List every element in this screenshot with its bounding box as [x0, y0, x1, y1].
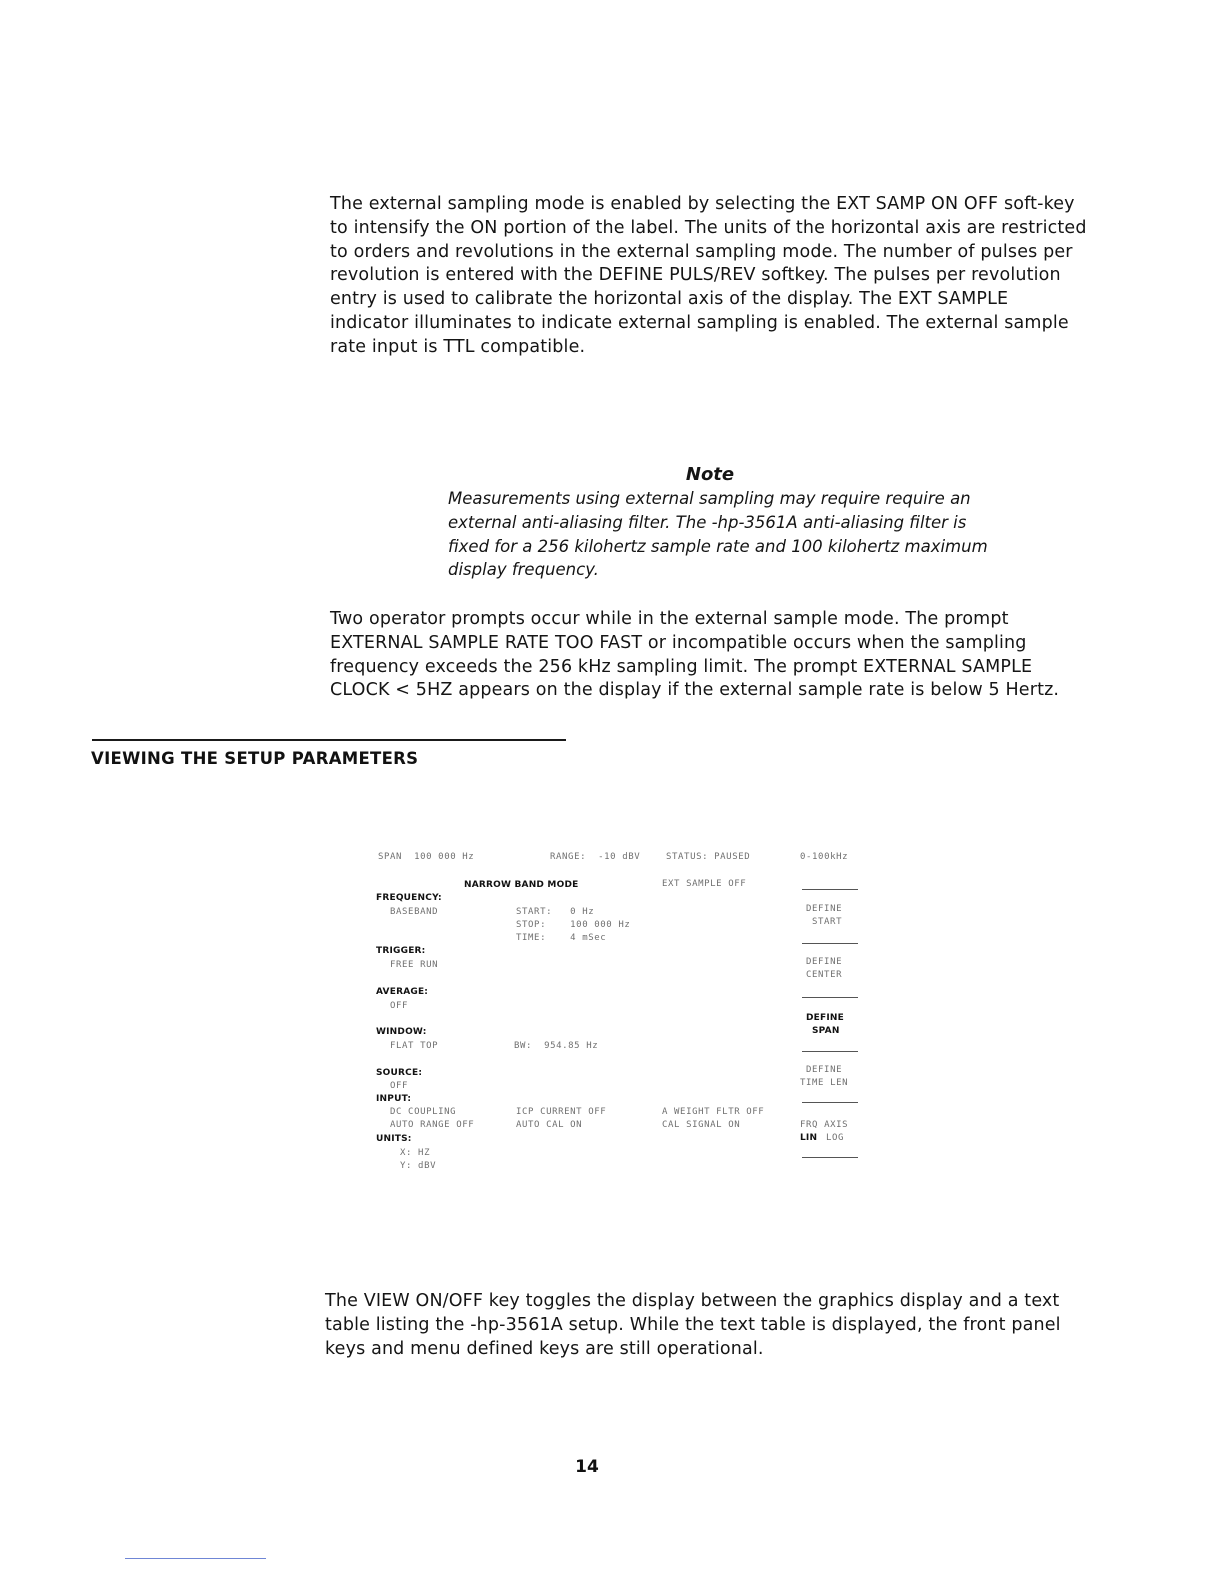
screen-start: START: 0 Hz	[516, 907, 595, 917]
softkey-separator	[802, 1157, 858, 1158]
screen-trigger-value: FREE RUN	[390, 960, 439, 970]
softkey-separator	[802, 997, 858, 998]
screen-window-label: WINDOW:	[376, 1027, 427, 1037]
note-text: Measurements using external sampling may require require an external anti-aliasing filter. The -hp-3561A anti-aliasing filter is fixed for a 256 kilohertz sample rate and 100 kilohertz maximum display frequency.	[448, 489, 988, 580]
screen-trigger-label: TRIGGER:	[376, 946, 426, 956]
softkey-frq-axis-line1: FRQ AXIS	[800, 1120, 849, 1130]
screen-frequency-value: BASEBAND	[390, 907, 439, 917]
screen-stop: STOP: 100 000 Hz	[516, 920, 631, 930]
screen-icp-current: ICP CURRENT OFF	[516, 1107, 607, 1117]
softkey-define-start-line2: START	[812, 917, 843, 927]
screen-freq-range: 0-100kHz	[800, 852, 849, 862]
screen-time: TIME: 4 mSec	[516, 933, 607, 943]
view-key-paragraph: The VIEW ON/OFF key toggles the display between the graphics display and a text table listing the -hp-3561A setup. While the text table is displayed, the front panel keys and menu defined keys are still operational.	[325, 1291, 1061, 1359]
screen-a-weight: A WEIGHT FLTR OFF	[662, 1107, 765, 1117]
softkey-define-span-line2: SPAN	[812, 1026, 840, 1036]
screen-input-coupling: DC COUPLING	[390, 1107, 457, 1117]
screen-span: SPAN 100 000 Hz	[378, 852, 475, 862]
screen-average-label: AVERAGE:	[376, 987, 429, 997]
screen-units-y: Y: dBV	[400, 1161, 437, 1171]
softkey-separator	[802, 1102, 858, 1103]
screen-units-label: UNITS:	[376, 1134, 412, 1144]
softkey-define-center-line2: CENTER	[806, 970, 843, 980]
screen-mode: NARROW BAND MODE	[464, 880, 579, 890]
softkey-frq-axis-log: LOG	[826, 1133, 845, 1143]
section-rule	[92, 739, 566, 741]
screen-ext-sample: EXT SAMPLE OFF	[662, 879, 747, 889]
section-heading: VIEWING THE SETUP PARAMETERS	[91, 749, 419, 768]
screen-source-label: SOURCE:	[376, 1068, 423, 1078]
screen-auto-range: AUTO RANGE OFF	[390, 1120, 475, 1130]
softkey-separator	[802, 943, 858, 944]
screen-bandwidth: BW: 954.85 Hz	[514, 1041, 599, 1051]
softkey-define-time-line1: DEFINE	[806, 1065, 843, 1075]
screen-input-label: INPUT:	[376, 1094, 412, 1104]
setup-parameters-display	[360, 840, 870, 1180]
softkey-separator	[802, 1051, 858, 1052]
note-title: Note	[685, 464, 735, 485]
softkey-define-start-line1: DEFINE	[806, 904, 843, 914]
softkey-define-center-line1: DEFINE	[806, 957, 843, 967]
softkey-frq-axis-lin: LIN	[800, 1133, 818, 1143]
softkey-define-time-line2: TIME LEN	[800, 1078, 849, 1088]
intro-paragraph: The external sampling mode is enabled by selecting the EXT SAMP ON OFF soft-key to intensify the ON portion of the label. The units of the horizontal axis are restricted to orders and revolutions in the external sampling mode. The number of pulses per revolution is entered with the DEFINE PULS/REV softkey. The pulses per revolution entry is used to calibrate the horizontal axis of the display. The EXT SAMPLE indicator illuminates to indicate external sampling is enabled. The external sample rate input is TTL compatible.	[330, 194, 1087, 357]
footer-rule	[125, 1558, 266, 1559]
prompts-paragraph: Two operator prompts occur while in the external sample mode. The prompt EXTERNAL SAMPLE RATE TOO FAST or incompatible occurs when the sampling frequency exceeds the 256 kHz sampling limit. The prompt EXTERNAL SAMPLE CLOCK < 5HZ appears on the display if the external sample rate is below 5 Hertz.	[330, 609, 1060, 701]
softkey-define-span-line1: DEFINE	[806, 1013, 844, 1023]
screen-status: STATUS: PAUSED	[666, 852, 751, 862]
screen-window-value: FLAT TOP	[390, 1041, 439, 1051]
screen-source-value: OFF	[390, 1081, 409, 1091]
screen-frequency-label: FREQUENCY:	[376, 893, 442, 903]
screen-average-value: OFF	[390, 1001, 409, 1011]
page-number: 14	[575, 1457, 599, 1477]
screen-cal-signal: CAL SIGNAL ON	[662, 1120, 741, 1130]
screen-units-x: X: HZ	[400, 1148, 431, 1158]
softkey-separator	[802, 889, 858, 890]
screen-range: RANGE: -10 dBV	[550, 852, 641, 862]
screen-auto-cal: AUTO CAL ON	[516, 1120, 583, 1130]
